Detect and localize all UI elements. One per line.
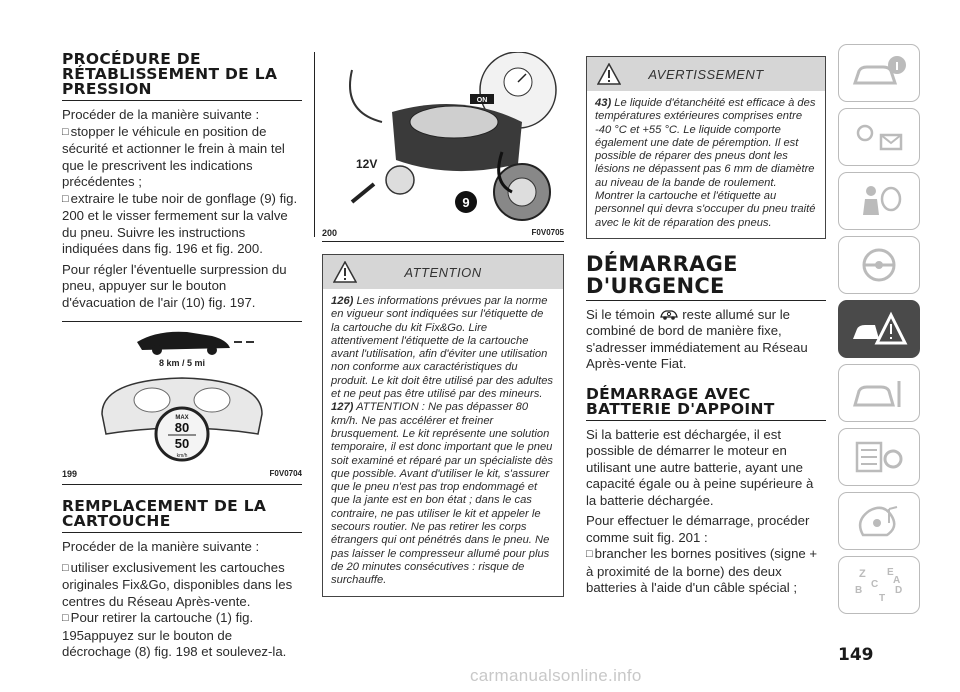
note-127: 127) ATTENTION : Ne pas dépasser 80 km/h. Ne pas accélérer et freiner brusquement. Le kit représente une solution temporaire, il est donc important que le pneu soit examiné et réparé par un spécialiste dès que possible. Avant d'utiliser le kit, s'assurer que le pneu n'est pas trop endommagé et que la jante est en bon état ; dans le cas contraire, ne pas utiliser le kit et appeler le secours routier. Ne pas retirer les corps étrangers qui ont pénétrés dans le pneu. Ne pas laisser le compresseur allumé pour plus de 20 minutes consécutives : risque de surchauffe. xyxy=(331,401,554,587)
title-rule xyxy=(62,532,302,533)
title-rule xyxy=(62,100,302,101)
steering-wheel-icon xyxy=(849,245,909,285)
svg-text:C: C xyxy=(871,579,879,590)
bullet-item: □ brancher les bornes positives (signe + à proximité de la borne) des deux batteries à l'aide d'un câble spécial ; xyxy=(586,546,826,597)
tab-steering[interactable] xyxy=(838,236,920,294)
bullet-item: □ stopper le véhicule en position de sécurité et actionner le frein à main tel que le prescrivent les indications précédentes ; xyxy=(62,124,302,191)
warning-icon xyxy=(597,63,621,85)
callout-9: 9 xyxy=(462,195,470,210)
speed-text: 8 km / 5 mi xyxy=(158,358,206,368)
figure-caption xyxy=(62,467,302,482)
column-left xyxy=(62,52,302,661)
warning-label: AVERTISSEMENT xyxy=(648,66,764,82)
figure-code: F0V0705 xyxy=(531,228,564,237)
paragraph: Si le témoin reste allumé sur le combiné de bord de manière fixe, s'adresser immédiatement au Réseau Après-vente Fiat. xyxy=(586,306,808,372)
column-right xyxy=(586,52,826,597)
warning-icon xyxy=(333,261,357,283)
column-middle xyxy=(322,52,564,597)
figure-200 xyxy=(322,52,564,242)
airbag-icon xyxy=(849,181,909,221)
lights-mail-icon xyxy=(849,117,909,157)
section-title-emergency-start: DÉMARRAGE D'URGENCE xyxy=(586,251,738,298)
svg-text:Z: Z xyxy=(859,568,866,580)
voltage-label: 12V xyxy=(356,157,378,171)
figure-code: F0V0704 xyxy=(269,469,302,478)
figure-caption xyxy=(322,226,564,241)
attention-label: ATTENTION xyxy=(404,264,482,280)
title-rule xyxy=(586,420,826,421)
gauge-50-text: 50 xyxy=(174,436,190,451)
compressor-illustration xyxy=(322,52,564,224)
svg-text:B: B xyxy=(855,585,863,596)
bullet-item: □ Pour retirer la cartouche (1) fig. 195appuyez sur le bouton de décrochage (8) fig. 198 et soulevez-la. xyxy=(62,610,302,661)
tab-multimedia[interactable] xyxy=(838,492,920,550)
tab-car-info[interactable] xyxy=(838,44,920,102)
tab-airbag[interactable] xyxy=(838,172,920,230)
tab-index[interactable] xyxy=(838,556,920,614)
emergency-triangle-icon xyxy=(849,309,909,349)
figure-number: 199 xyxy=(62,469,78,479)
speed-limit-illustration xyxy=(62,322,302,462)
warning-body: 43) Le liquide d'étanchéité est efficace à des températures extérieures comprises entre -40 °C et +55 °C. Le liquide comporte également une date de péremption. Il est possible de réparer des pneus dont les lésions ne dépassent pas 6 mm de diamètre au niveau de la bande de roulement. Montrer la cartouche et l'étiquette au personnel qui devra s'occuper du pneu traité avec le kit de réparation des pneus. xyxy=(595,97,816,229)
tab-emergency[interactable] xyxy=(838,300,920,358)
bullet-item: □ extraire le tube noir de gonflage (9) fig. 200 et le visser fermement sur la valve du pneu. Suivre les instructions indiquées dans fig. 196 et fig. 200. xyxy=(62,191,302,258)
svg-text:A: A xyxy=(893,575,901,586)
title-rule xyxy=(586,300,826,301)
tab-settings-list[interactable] xyxy=(838,428,920,486)
gauge-max-text: MAX xyxy=(175,415,189,421)
watermark: carmanualsonline.info xyxy=(470,666,642,685)
svg-text:D: D xyxy=(895,585,903,596)
figure-number: 200 xyxy=(322,228,338,238)
attention-header xyxy=(323,255,563,289)
warning-header xyxy=(587,57,825,91)
figure-199 xyxy=(62,321,302,485)
section-title-booster: DÉMARRAGE AVEC BATTERIE D'APPOINT xyxy=(586,384,775,418)
multimedia-icon xyxy=(849,501,909,541)
figure-border xyxy=(314,52,315,237)
svg-text:E: E xyxy=(887,567,894,578)
paragraph: Procéder de la manière suivante : xyxy=(62,539,260,554)
chapter-sidebar xyxy=(838,44,920,620)
attention-box xyxy=(322,254,564,597)
attention-body xyxy=(323,289,563,596)
car-info-icon xyxy=(849,53,909,93)
bullet-item: □ utiliser exclusivement les cartouches originales Fix&Go, disponibles dans les centres du Réseau Après-vente. xyxy=(62,560,302,611)
car-service-icon xyxy=(849,373,909,413)
section-title-cartridge: REMPLACEMENT DE LA CARTOUCHE xyxy=(62,497,267,530)
tab-lights-mail[interactable] xyxy=(838,108,920,166)
paragraph: Procéder de la manière suivante : xyxy=(62,107,260,122)
svg-text:T: T xyxy=(879,593,886,604)
paragraph: Pour effectuer le démarrage, procéder comme suit fig. 201 : xyxy=(586,513,810,545)
index-letters-icon xyxy=(849,563,909,607)
note-126: 126) Les informations prévues par la norme en vigueur sont indiquées sur l'étiquette de la cartouche du kit Fix&Go. Lire attentivement l'étiquette de la cartouche avant l'utilisation, afin d'éviter une utilisation non conforme aux caractéristiques du produit. Le kit doit être utilisé par des adultes et ne peut pas être utilisé par des mineurs. xyxy=(331,295,554,401)
settings-list-icon xyxy=(849,437,909,477)
paragraph: Pour régler l'éventuelle surpression du pneu, appuyer sur le bouton d'évacuation de l'air (10) fig. 197. xyxy=(62,261,287,310)
on-label: ON xyxy=(476,97,488,104)
gauge-80-text: 80 xyxy=(174,420,190,435)
paragraph: Si la batterie est déchargée, il est possible de démarrer le moteur en utilisant une autre batterie, ayant une capacité égale ou à peine supérieure à la batterie déchargée. xyxy=(586,426,814,508)
gauge-unit-text: km/h xyxy=(176,453,188,459)
tab-car-service[interactable] xyxy=(838,364,920,422)
page-number: 149 xyxy=(838,645,874,665)
section-title-pressure: PROCÉDURE DE RÉTABLISSEMENT DE LA PRESSION xyxy=(62,50,278,98)
immobilizer-icon xyxy=(659,308,679,321)
warning-box xyxy=(586,56,826,239)
